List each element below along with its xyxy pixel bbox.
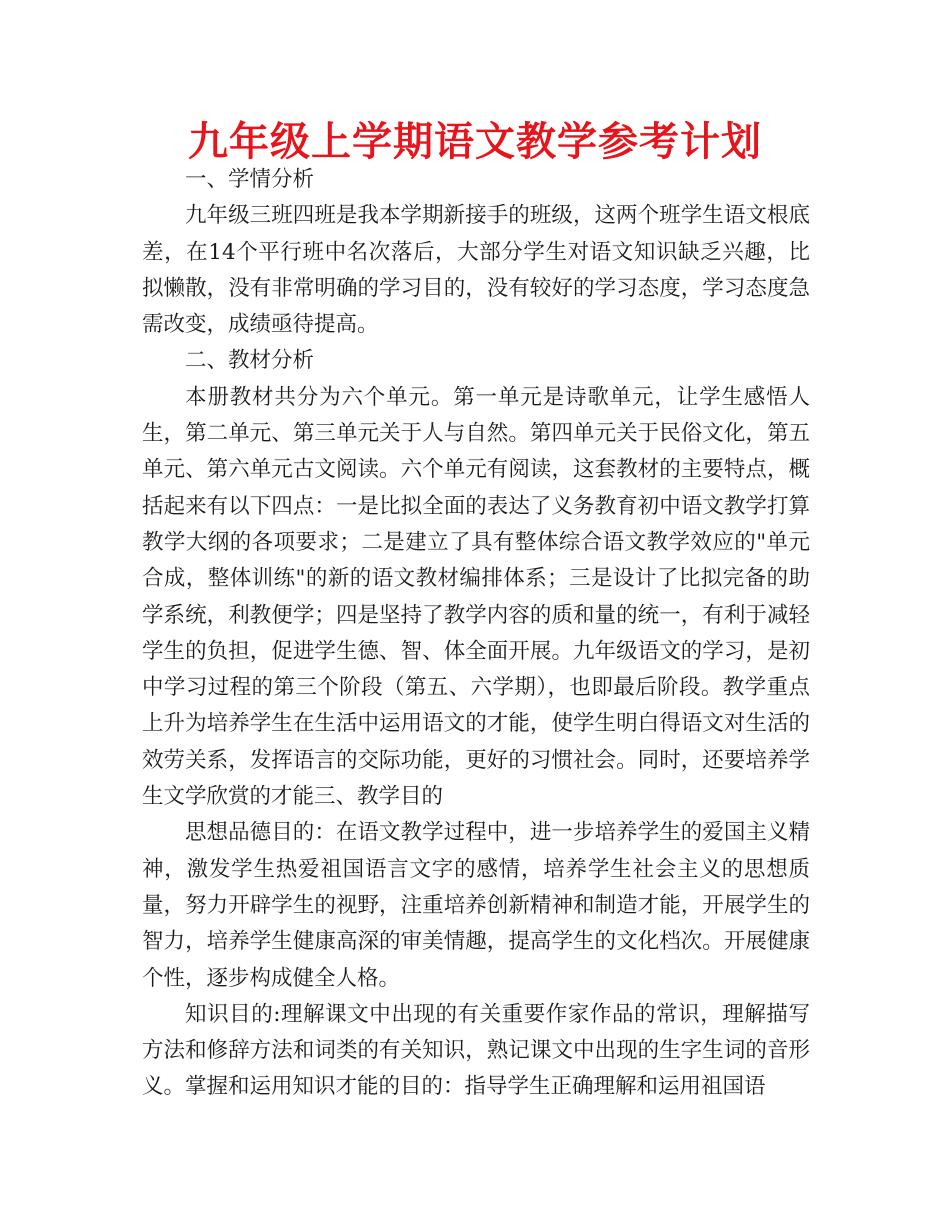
paragraph: 知识目的:理解课文中出现的有关重要作家作品的常识，理解描写方法和修辞方法和词类的有关知识，熟记课文中出现的生字生词的音形义。掌握和运用知识才能的目的：指导学生正确理解和运用祖国语 (142, 1001, 810, 1100)
section-heading: 二、教材分析 (185, 348, 315, 374)
document-body (142, 162, 810, 1106)
document-title: 九年级上学期语文教学参考计划 (188, 119, 762, 165)
section-heading: 一、学情分析 (185, 167, 315, 192)
paragraph: 思想品德目的：在语文教学过程中，进一步培养学生的爱国主义精神，激发学生热爱祖国语言文字的感情，培养学生社会主义的思想质量，努力开辟学生的视野，注重培养创新精神和制造才能，开展学生的智力，培养学生健康高深的审美情趣，提高学生的文化档次。开展健康个性，逐步构成健全人格。 (142, 820, 810, 991)
paragraph: 九年级三班四班是我本学期新接手的班级，这两个班学生语文根底差，在14个平行班中名次落后，大部分学生对语文知识缺乏兴趣，比拟懒散，没有非常明确的学习目的，没有较好的学习态度，学习态度急需改变，成绩亟待提高。 (142, 203, 810, 338)
paragraph: 本册教材共分为六个单元。第一单元是诗歌单元，让学生感悟人生，第二单元、第三单元关于人与自然。第四单元关于民俗文化，第五单元、第六单元古文阅读。六个单元有阅读，这套教材的主要特点，概括起来有以下四点：一是比拟全面的表达了义务教育初中语文教学打算教学大纲的各项要求；二是建立了具有整体综合语文教学效应的"单元合成，整体训练"的新的语文教材编排体系；三是设计了比拟完备的助学系统，利教便学；四是坚持了教学内容的质和量的统一，有利于减轻学生的负担，促进学生德、智、体全面开展。九年级语文的学习，是初中学习过程的第三个阶段（第五、六学期），也即最后阶段。教学重点上升为培养学生在生活中运用语文的才能，使学生明白得语文对生活的效劳关系，发挥语言的交际功能，更好的习惯社会。同时，还要培养学生文学欣赏的才能三、教学目的 (142, 384, 810, 810)
